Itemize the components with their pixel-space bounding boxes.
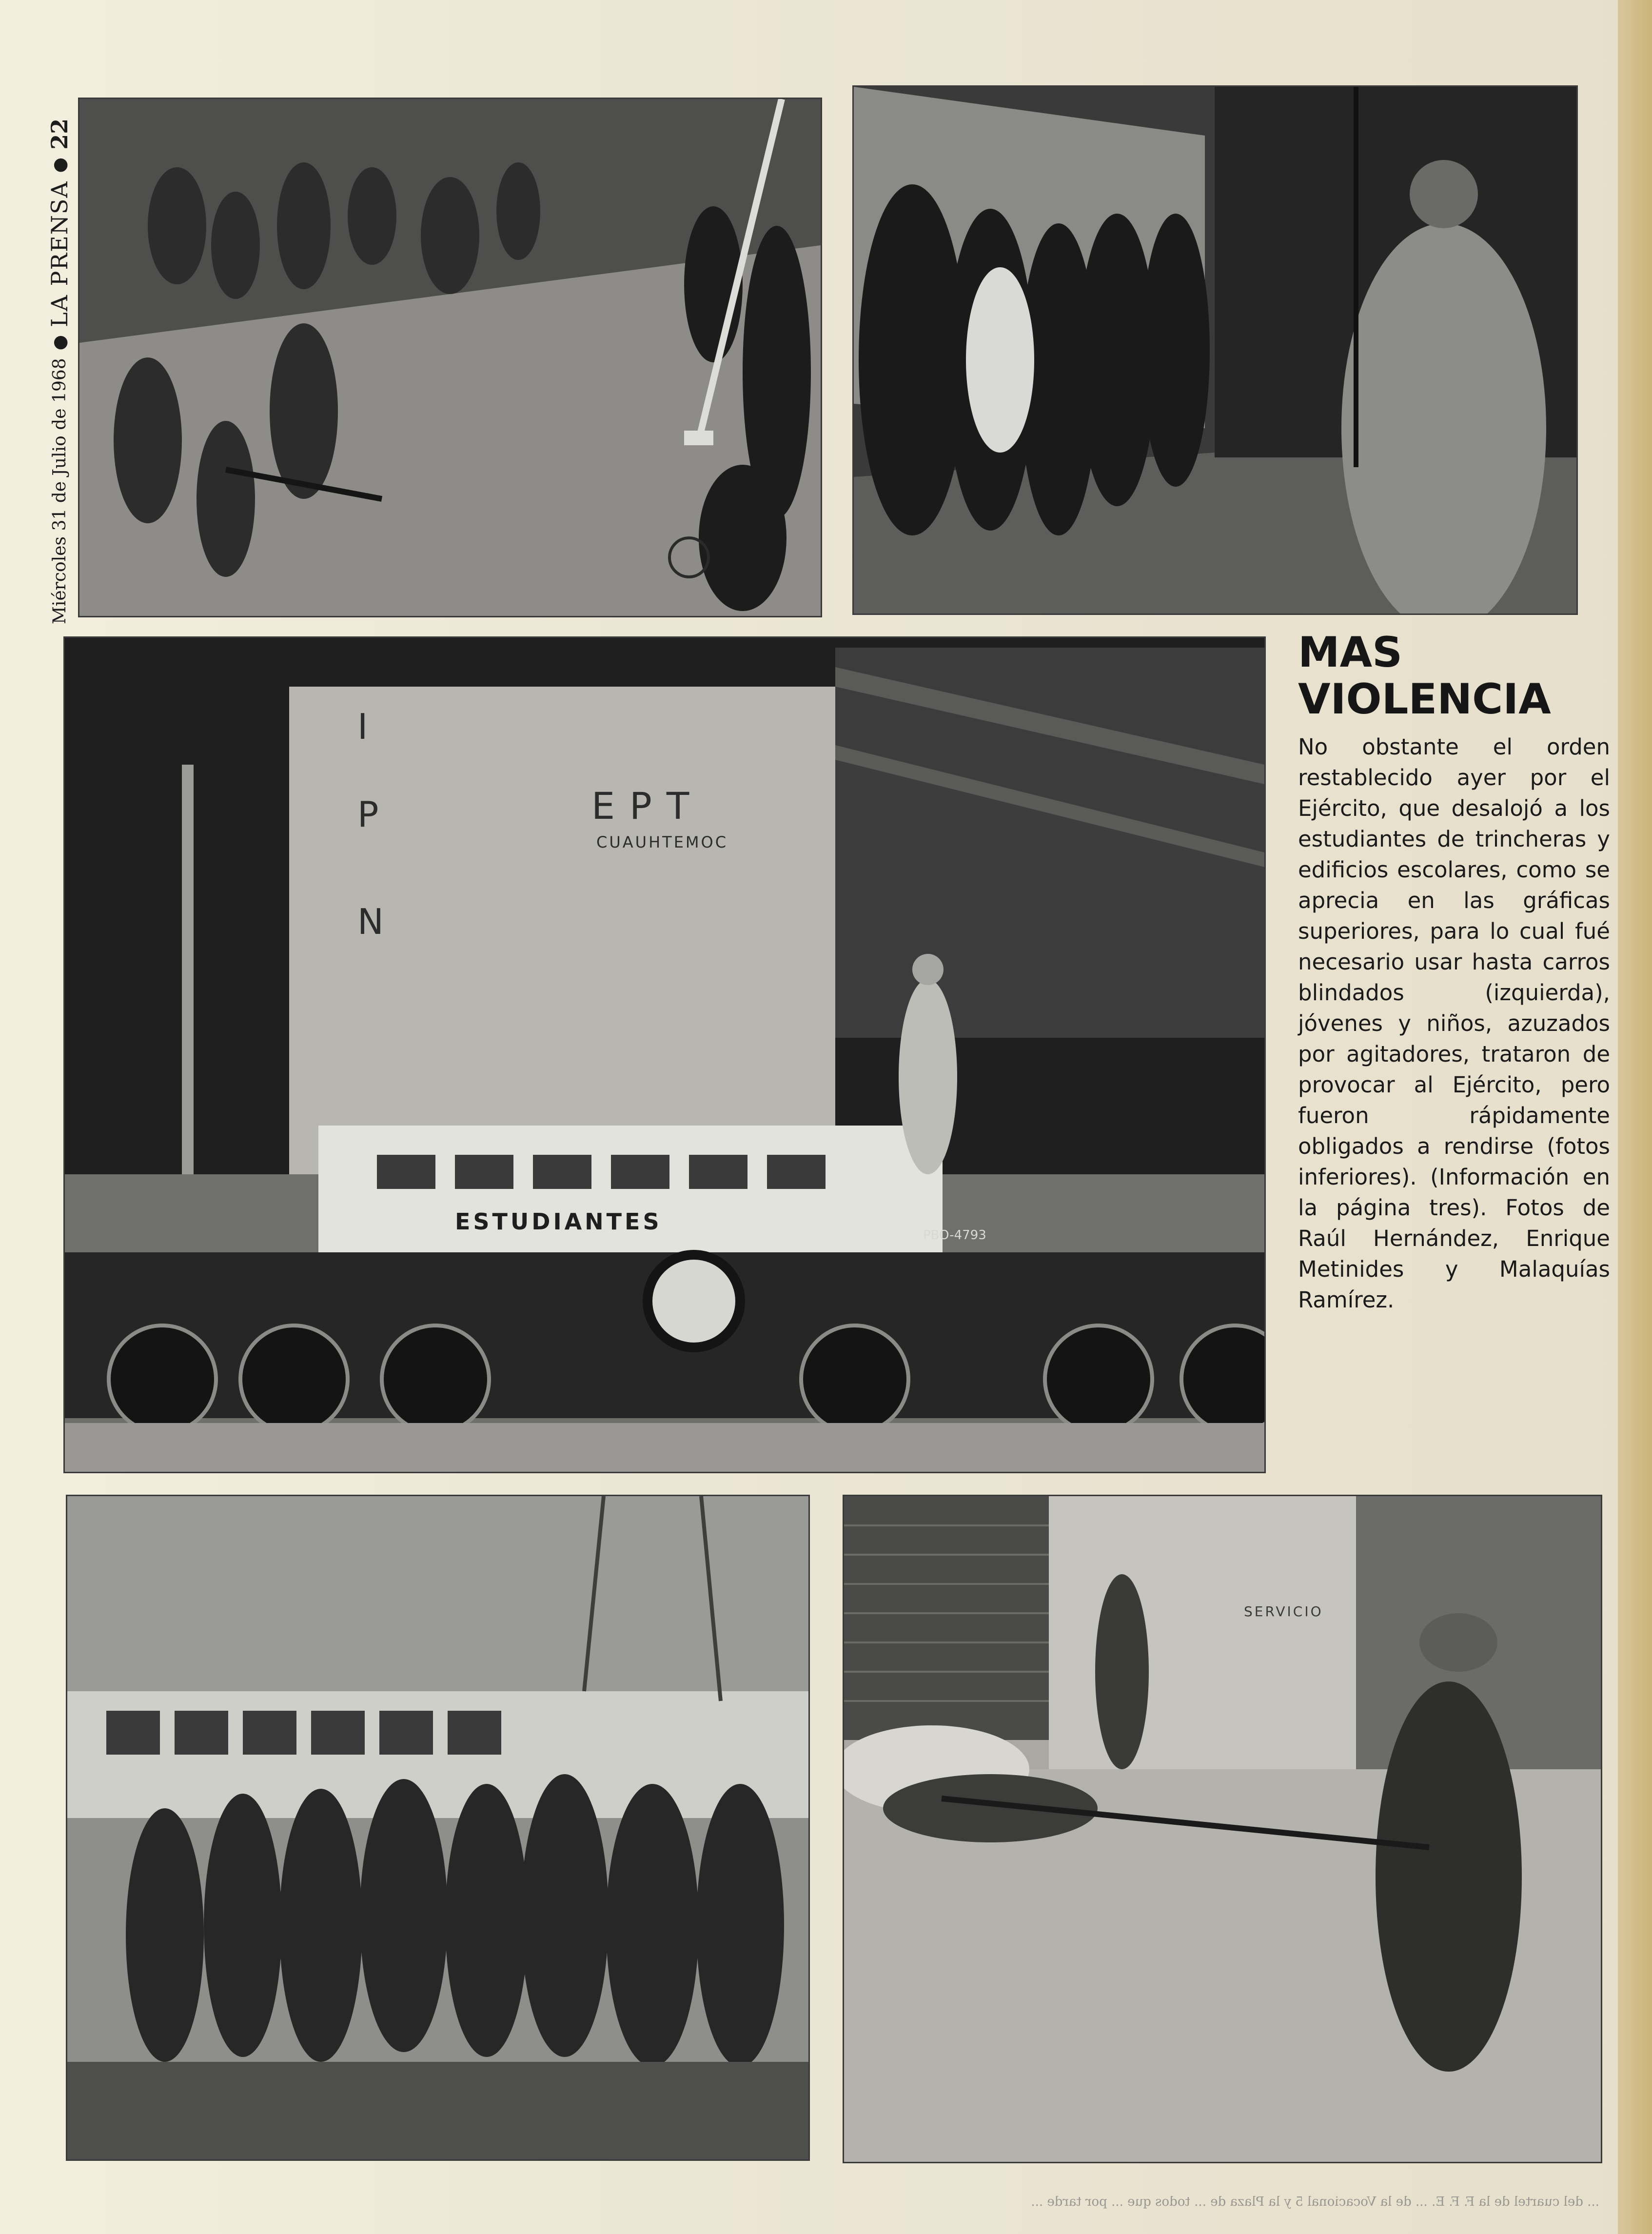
sign-letter-p: P	[357, 794, 379, 835]
sign-letter-i: I	[357, 706, 368, 747]
page-edge	[1618, 0, 1652, 2234]
building-sign-subtext: CUAUHTEMOC	[596, 833, 728, 851]
page-dateline	[45, 117, 74, 624]
page-number: 22	[46, 118, 73, 150]
dateline-date: Miércoles 31 de Julio de 1968	[49, 358, 70, 624]
bullet-separator: ●	[49, 335, 70, 351]
photo-armored-vehicle-ipn	[63, 636, 1266, 1473]
bullet-separator: ●	[49, 157, 70, 173]
storefront-sign: SERVICIO	[1244, 1603, 1323, 1620]
article-body: No obstante el orden restablecido ayer por el Ejército, que desalojó a los estudiantes de trincheras y edificios escolares, como se aprecia en las gráficas superiores, para lo cual fué necesario usar hasta carros blindados (izquierda), jóvenes y niños, azuzados por agitadores, trataron de provocar al Ejército, pero fueron rápidamente obligados a rendirse (fotos inferiores). (Información en la página tres). Fotos de Raúl Hernández, Enrique Metinides y Malaquías Ramírez.	[1298, 734, 1610, 1313]
photo-soldiers-street-night	[78, 98, 822, 617]
headline-line-1: MAS	[1298, 628, 1403, 677]
photo-soldiers-surround-bus	[66, 1495, 810, 2161]
building-sign-text: EPT	[591, 784, 704, 828]
publication-name: LA PRENSA	[46, 180, 73, 327]
headline-line-2: VIOLENCIA	[1298, 675, 1551, 724]
bus-sign: ESTUDIANTES	[455, 1208, 662, 1235]
sign-letter-n: N	[357, 901, 384, 942]
photo-students-against-wall	[852, 85, 1578, 615]
article-headline	[1298, 629, 1610, 723]
bleed-through-text: ... del cuartel de la F. F. E. ... de la Vocacional 5 y la Plaza de ... todos que ... por tarde ...	[1031, 2194, 1599, 2209]
vehicle-plate: PBO-4793	[923, 1228, 986, 1243]
bus	[318, 1126, 943, 1272]
photo-soldier-chasing-youth	[843, 1495, 1602, 2163]
